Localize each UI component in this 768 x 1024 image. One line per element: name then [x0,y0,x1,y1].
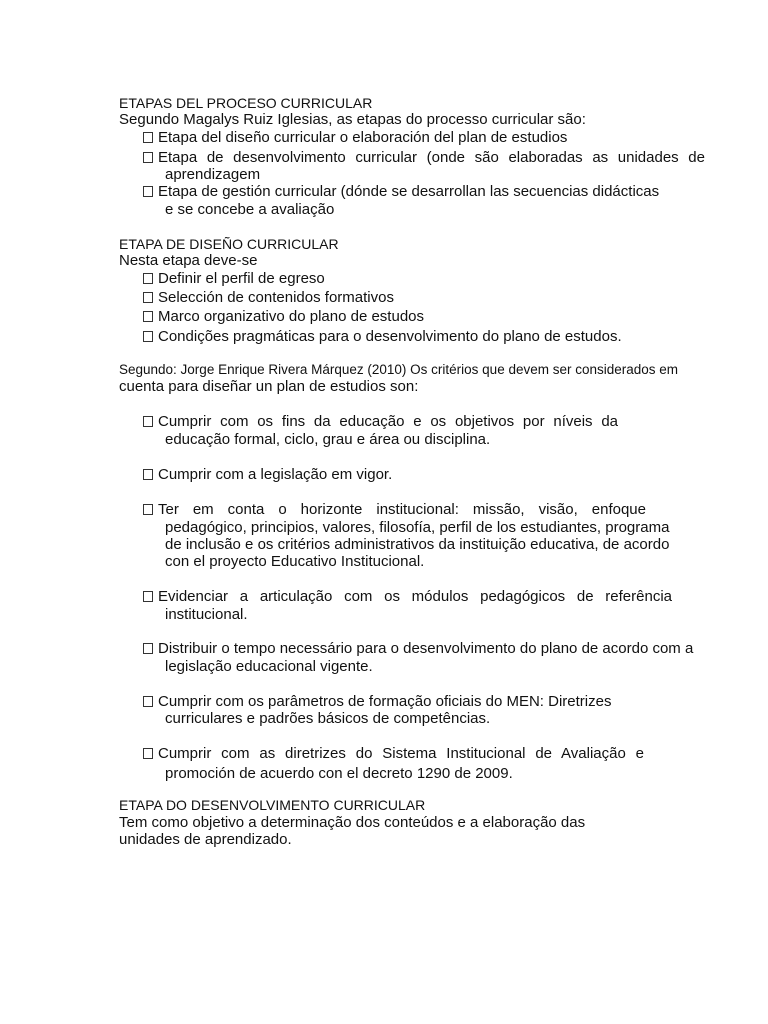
list-item: Ter em conta o horizonte institucional: missão, visão, enfoque [143,501,646,519]
bullet-box-icon [143,273,153,284]
section-heading-desenvolvimento: ETAPA DO DESENVOLVIMENTO CURRICULAR [119,797,426,813]
section-heading-etapas: ETAPAS DEL PROCESO CURRICULAR [119,95,373,111]
list-item: Selección de contenidos formativos [143,289,394,307]
list-item: Cumprir com os fins da educação e os objetivos por níveis da [143,413,618,431]
list-item: Evidenciar a articulação com os módulos pedagógicos de referência [143,588,672,606]
bullet-box-icon [143,186,153,197]
list-item-continuation: pedagógico, principios, valores, filosofía, perfil de los estudiantes, programa [165,519,670,536]
section-body-line: unidades de aprendizado. [119,831,292,848]
bullet-box-icon [143,311,153,322]
bullet-box-icon [143,416,153,427]
list-item: Marco organizativo do plano de estudos [143,308,424,326]
list-item: Etapa de gestión curricular (dónde se desarrollan las secuencias didácticas [143,183,659,201]
bullet-box-icon [143,643,153,654]
list-item-continuation: legislação educacional vigente. [165,658,373,675]
list-item-continuation: de inclusão e os critérios administrativos da instituição educativa, de acordo [165,536,670,553]
bullet-box-icon [143,132,153,143]
section-intro-line: cuenta para diseñar un plan de estudios son: [119,378,419,395]
bullet-box-icon [143,331,153,342]
list-item: Cumprir com os parâmetros de formação oficiais do MEN: Diretrizes [143,693,611,711]
list-item: Etapa de desenvolvimento curricular (onde são elaboradas as unidades de [143,149,705,167]
bullet-box-icon [143,696,153,707]
list-item-continuation: promoción de acuerdo con el decreto 1290 de 2009. [165,765,513,782]
section-heading-diseno: ETAPA DE DISEÑO CURRICULAR [119,236,339,252]
bullet-box-icon [143,591,153,602]
list-item: Etapa del diseño curricular o elaboración del plan de estudios [143,129,567,147]
list-item: Definir el perfil de egreso [143,270,325,288]
list-item: Condições pragmáticas para o desenvolvimento do plano de estudos. [143,328,622,346]
list-item-continuation: educação formal, ciclo, grau e área ou disciplina. [165,431,491,448]
section-intro-line: Segundo: Jorge Enrique Rivera Márquez (2010) Os critérios que devem ser considerados em [119,362,679,377]
section-intro: Nesta etapa deve-se [119,252,258,269]
section-intro: Segundo Magalys Ruiz Iglesias, as etapas do processo curricular são: [119,111,586,128]
bullet-box-icon [143,504,153,515]
bullet-box-icon [143,292,153,303]
list-item: Cumprir com as diretrizes do Sistema Institucional de Avaliação e [143,745,644,763]
bullet-box-icon [143,748,153,759]
section-body-line: Tem como objetivo a determinação dos conteúdos e a elaboração das [119,814,586,831]
list-item-continuation: curriculares e padrões básicos de competências. [165,710,491,727]
list-item-continuation: con el proyecto Educativo Institucional. [165,553,425,570]
list-item-continuation: e se concebe a avaliação [165,201,335,218]
list-item-continuation: institucional. [165,606,248,623]
list-item: Cumprir com a legislação em vigor. [143,466,392,484]
bullet-box-icon [143,469,153,480]
list-item-continuation: aprendizagem [165,166,261,183]
list-item: Distribuir o tempo necessário para o desenvolvimento do plano de acordo com a [143,640,693,658]
bullet-box-icon [143,152,153,163]
